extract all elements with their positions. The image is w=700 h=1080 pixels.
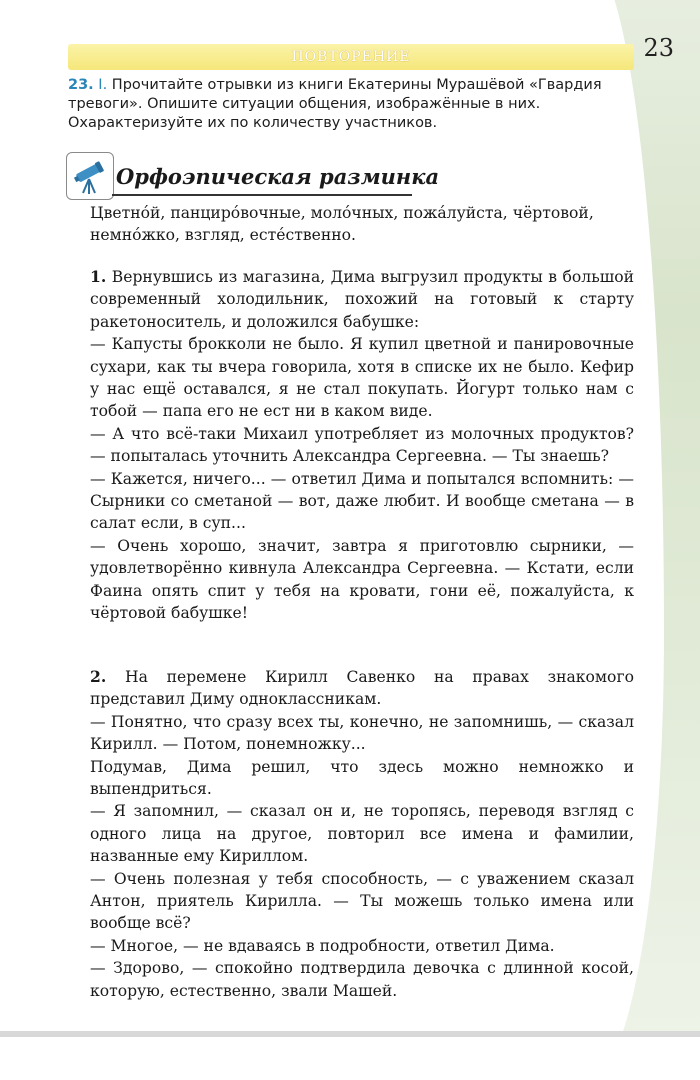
excerpt-1-paragraph: — Кажется, ничего... — ответил Дима и попытался вспомнить: — Сырники со сметаной — вот, даже любит. И вообще сметана — в салат если, в суп... xyxy=(90,469,634,533)
warmup-words xyxy=(90,202,634,247)
task-marker: I. xyxy=(98,77,108,93)
excerpt-2-paragraph: Подумав, Дима решил, что здесь можно немножко и выпендриться. xyxy=(90,757,634,799)
task-instruction xyxy=(68,76,634,133)
excerpt-1-paragraph: — Очень хорошо, значит, завтра я приготовлю сырники, — удовлетворённо кивнула Александра Сергеевна. — Кстати, если Фаина опять спит у тебя на кровати, гони её, пожалуйста, к чёртовой бабушке! xyxy=(90,536,634,623)
section-header-bar xyxy=(68,44,634,70)
telescope-icon xyxy=(66,152,114,200)
excerpt-2-paragraph: — Понятно, что сразу всех ты, конечно, не запомнишь, — сказал Кирилл. — Потом, понемножку... xyxy=(90,712,634,754)
excerpt-1-paragraph: — Капусты брокколи не было. Я купил цветной и панировочные сухари, как ты вчера говорила, хотя в списке их не было. Кефир у нас ещё оставался, я не стал покупать. Йогурт только нам с тобой — папа его не ест ни в каком виде. xyxy=(90,335,634,421)
excerpt-2-paragraph: — Здорово, — спокойно подтвердила девочка с длинной косой, которую, естественно, звали Машей. xyxy=(90,959,634,1000)
warmup-title: Орфоэпическая разминка xyxy=(116,164,440,189)
excerpt-2-number: 2. xyxy=(90,667,107,686)
warmup-words-line-1: Цветно́й, панциро́вочные, моло́чных, пожа́луйста, чёртовой, xyxy=(90,204,594,222)
task-number: 23. xyxy=(68,77,94,93)
excerpt-1 xyxy=(90,266,634,625)
excerpt-2 xyxy=(90,666,634,1002)
warmup-title-underline xyxy=(112,194,412,196)
section-title: ПОВТОРЕНИЕ xyxy=(291,49,411,65)
excerpt-2-paragraph: На перемене Кирилл Савенко на правах знакомого представил Диму одноклассникам. xyxy=(90,668,634,709)
page-number: 23 xyxy=(643,34,674,62)
excerpt-2-paragraph: — Очень полезная у тебя способность, — с уважением сказал Антон, приятель Кирилла. — Ты можешь только имена или вообще всё? xyxy=(90,869,634,933)
page-bottom-edge xyxy=(0,1031,700,1037)
excerpt-1-number: 1. xyxy=(90,267,107,286)
excerpt-2-paragraph: — Я запомнил, — сказал он и, не торопясь, переводя взгляд с одного лица на другое, повторил все имена и фамилии, названные ему Кириллом. xyxy=(90,802,634,866)
excerpt-1-paragraph: Вернувшись из магазина, Дима выгрузил продукты в большой современный холодильник, похожий на готовый к старту ракетоноситель, и доложился бабушке: xyxy=(90,268,634,331)
task-text: Прочитайте отрывки из книги Екатерины Мурашёвой «Гвардия тревоги». Опишите ситуации общения, изображённые в них. Охарактеризуйте их по количеству участников. xyxy=(68,77,602,131)
excerpt-2-paragraph: — Многое, — не вдаваясь в подробности, ответил Дима. xyxy=(90,936,555,955)
excerpt-1-paragraph: — А что всё-таки Михаил употребляет из молочных продуктов? — попыталась уточнить Александра Сергеевна. — Ты знаешь? xyxy=(90,424,634,466)
warmup-words-line-2: немно́жко, взгляд, есте́ственно. xyxy=(90,226,356,245)
